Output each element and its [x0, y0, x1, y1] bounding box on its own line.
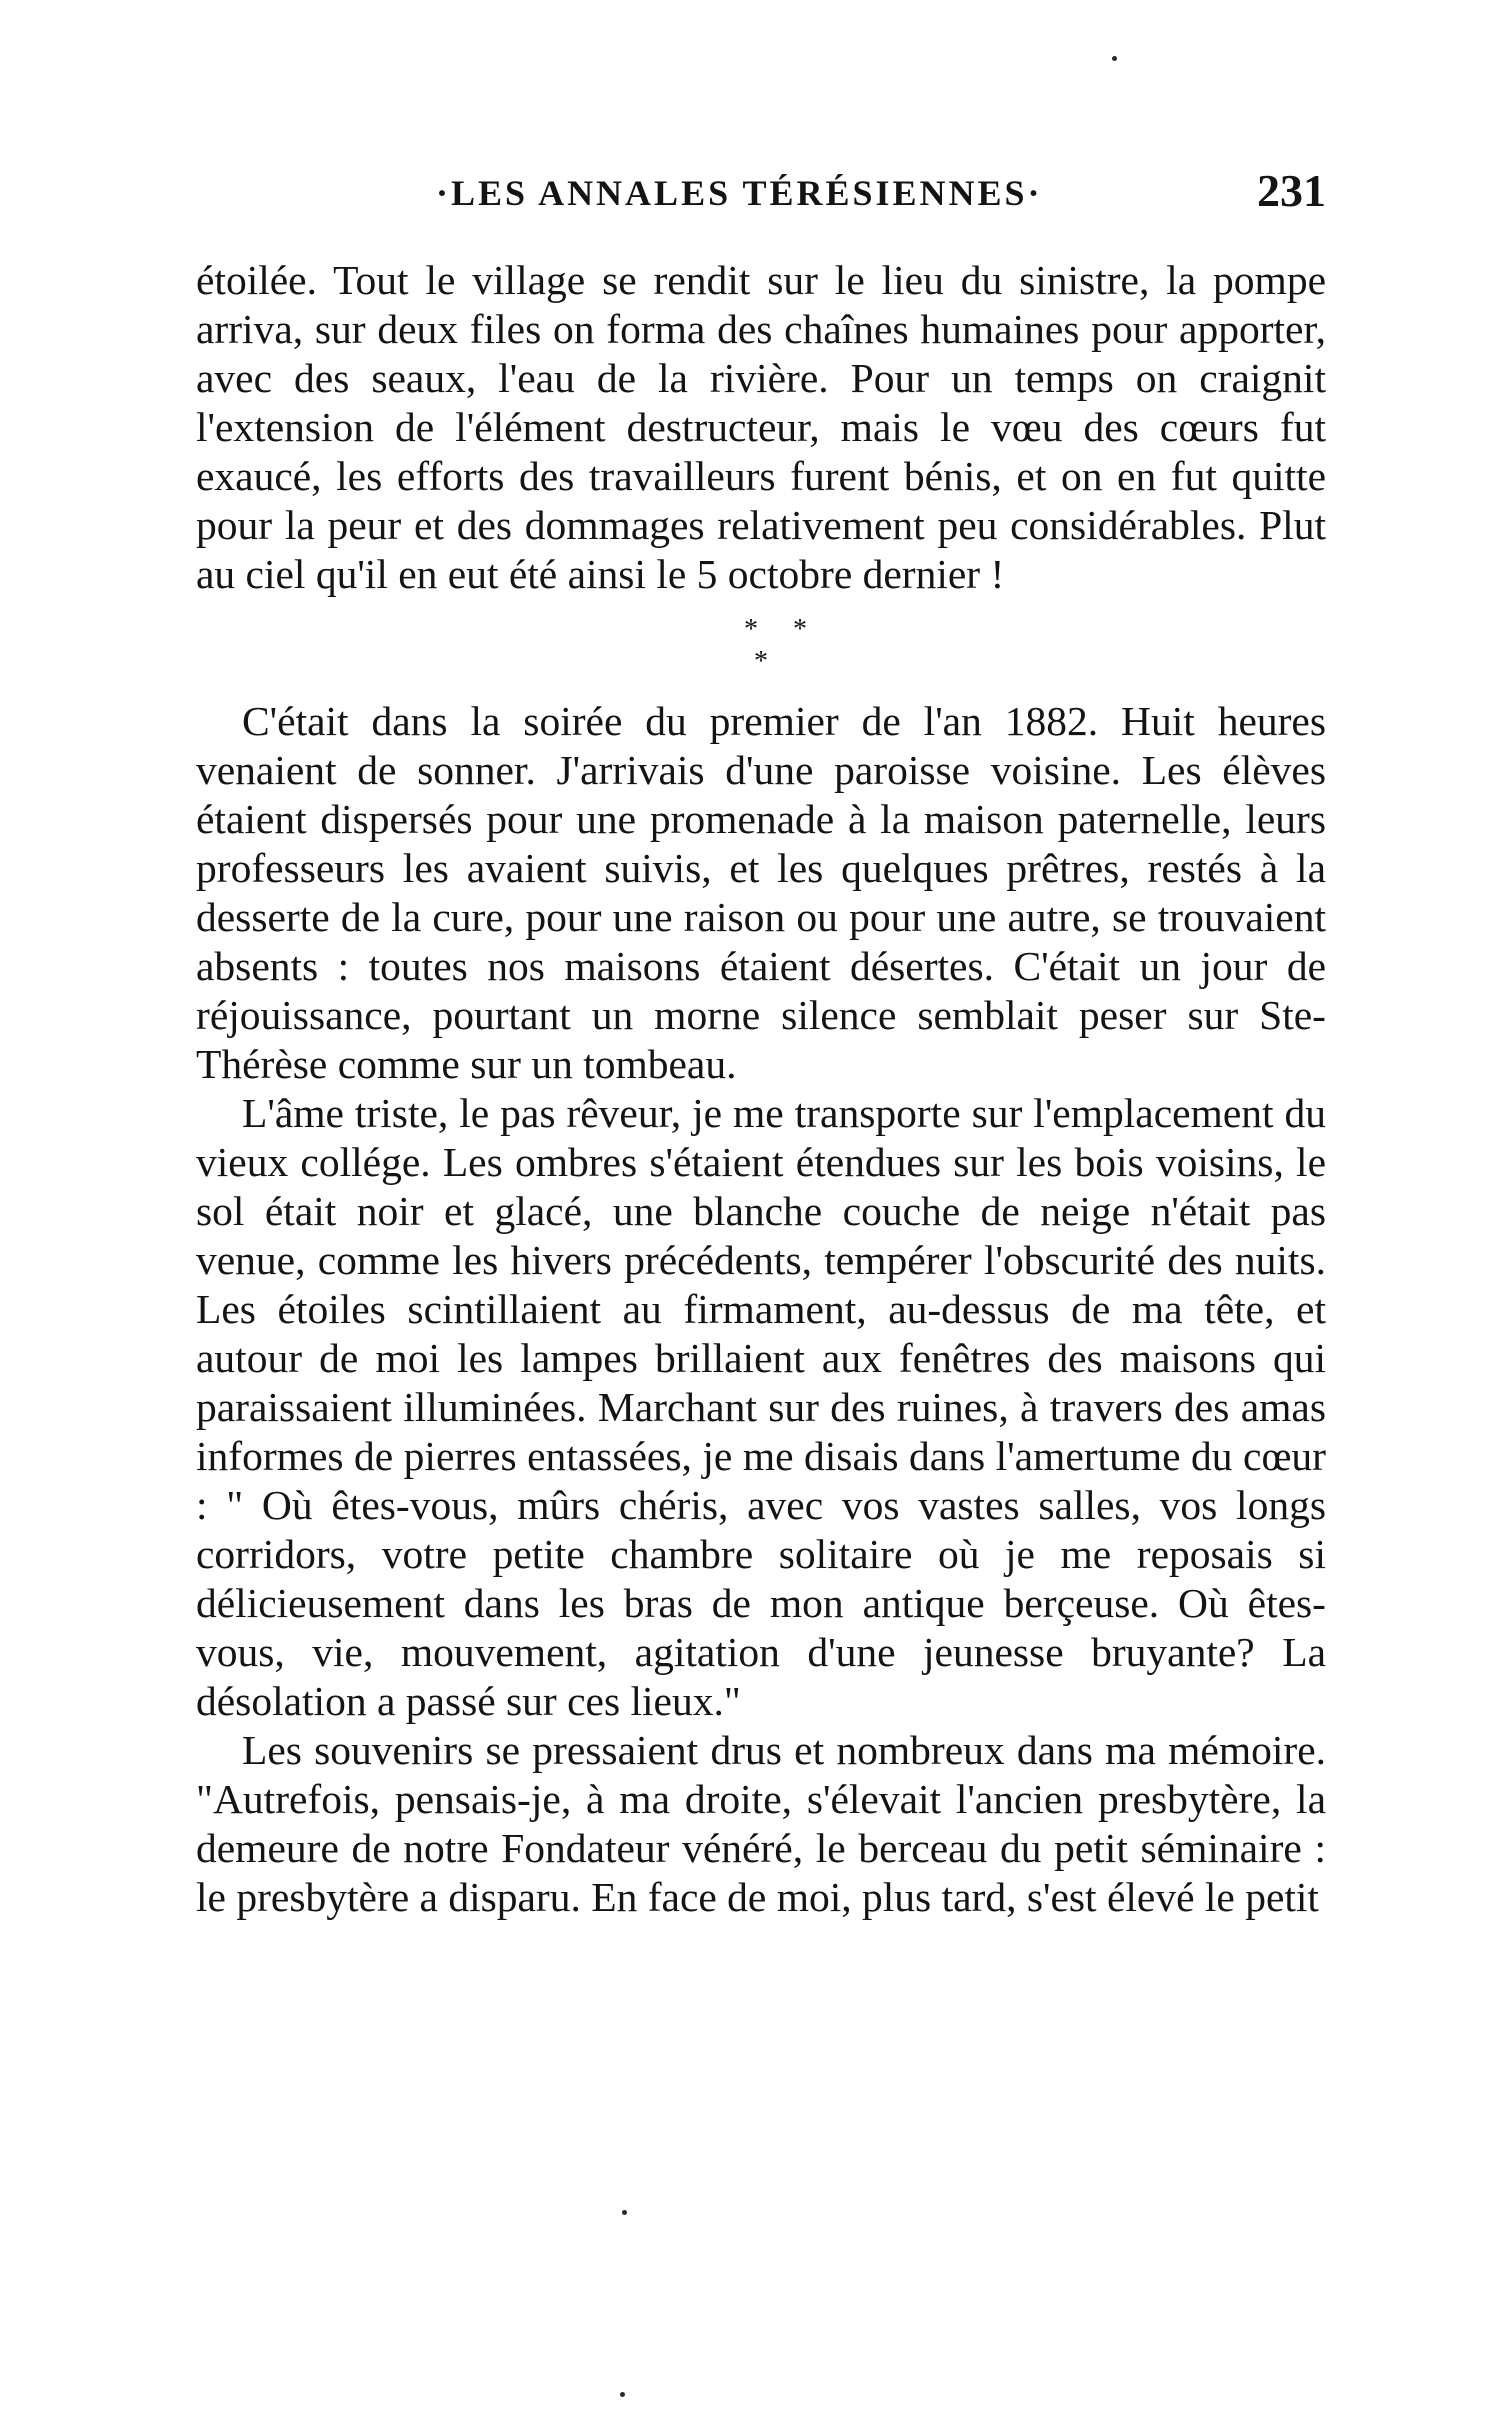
paragraph-4: Les souvenirs se pressaient drus et nombreux dans ma mémoire. "Autrefois, pensais-je, à ma droite, s'élevait l'ancien presbytère, la demeure de notre Fondateur vénéré, le berceau du petit séminaire : le presbytère a disparu. En face de moi, plus tard, s'est élevé le petit — [196, 1727, 1326, 1920]
running-title: ·LES ANNALES TÉRÉSIENNES· — [436, 173, 1043, 213]
page-header — [196, 164, 1326, 224]
body-text — [196, 256, 1326, 1922]
print-speck — [620, 2392, 625, 2397]
ornament-stars-top: * * — [744, 614, 821, 645]
print-speck — [622, 2210, 627, 2215]
section-ornament — [196, 599, 1326, 697]
ornament-star-bottom: * — [754, 646, 768, 677]
paragraph-3: L'âme triste, le pas rêveur, je me transporte sur l'emplacement du vieux collége. Les ombres s'étaient étendues sur les bois voisins, le sol était noir et glacé, une blanche couche de neige n'était pas venue, comme les hivers précédents, tempérer l'obscurité des nuits. Les étoiles scintillaient au firmament, au-dessus de ma tête, et autour de moi les lampes brillaient aux fenêtres des maisons qui paraissaient illuminées. Marchant sur des ruines, à travers des amas informes de pierres entassées, je me disais dans l'amertume du cœur : " Où êtes-vous, mûrs chéris, avec vos vastes salles, vos longs corridors, votre petite chambre solitaire où je me reposais si délicieusement dans les bras de mon antique berçeuse. Où êtes-vous, vie, mouvement, agitation d'une jeunesse bruyante? La désolation a passé sur ces lieux." — [196, 1090, 1326, 1724]
print-speck — [1112, 56, 1117, 61]
paragraph-1: étoilée. Tout le village se rendit sur le lieu du sinistre, la pompe arriva, sur deux files on forma des chaînes humaines pour apporter, avec des seaux, l'eau de la rivière. Pour un temps on craignit l'extension de l'élément destructeur, mais le vœu des cœurs fut exaucé, les efforts des travailleurs furent bénis, et on en fut quitte pour la peur et des dommages relativement peu considérables. Plut au ciel qu'il en eut été ainsi le 5 octobre dernier ! — [196, 257, 1326, 597]
paragraph-2: C'était dans la soirée du premier de l'an 1882. Huit heures venaient de sonner. J'arrivais d'une paroisse voisine. Les élèves étaient dispersés pour une promenade à la maison paternelle, leurs professeurs les avaient suivis, et les quelques prêtres, restés à la desserte de la cure, pour une raison ou pour une autre, se trouvaient absents : toutes nos maisons étaient désertes. C'était un jour de réjouissance, pourtant un morne silence semblait peser sur Ste-Thérèse comme sur un tombeau. — [196, 698, 1326, 1087]
page-number: 231 — [1257, 165, 1326, 216]
